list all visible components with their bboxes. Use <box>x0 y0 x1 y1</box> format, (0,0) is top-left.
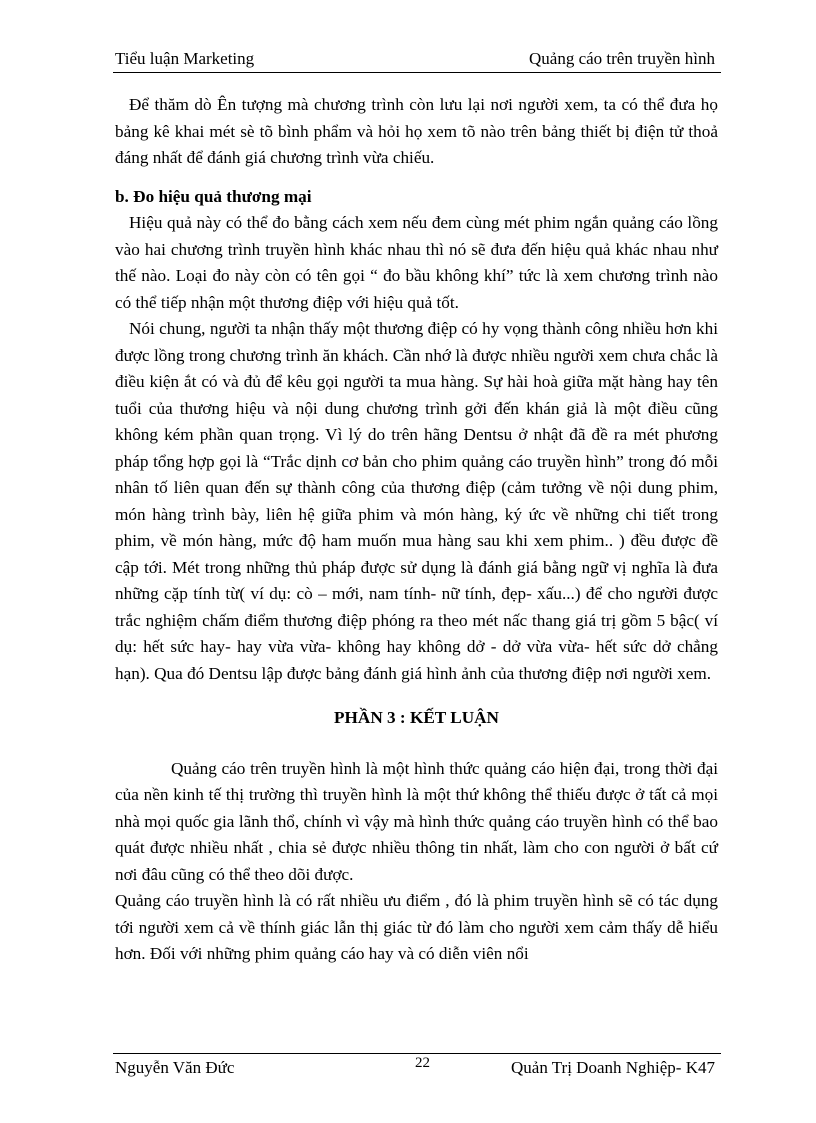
subheading-commercial-effect: b. Đo hiệu quả thương mại <box>115 186 312 206</box>
paragraph-commercial-effect: Hiệu quả này có thể đo bằng cách xem nếu đem cùng mét phim ngắn quảng cáo lồng vào hai chương trình truyền hình khác nhau thì nó sẽ đưa đến hiệu quả khác nhau như thế nào. Loại đo này còn có tên gọi “ đo bầu không khí” tức là xem chương trình nào có thể tiếp nhận một thương điệp với hiệu quả tốt. <box>115 213 718 312</box>
document-page <box>113 0 723 1123</box>
page-footer <box>113 1053 721 1080</box>
page-number: 22 <box>415 1055 430 1071</box>
footer-author: Nguyễn Văn Đức <box>115 1058 235 1077</box>
section-title-conclusion: PHẦN 3 : KẾT LUẬN <box>334 708 499 727</box>
header-right-title: Quảng cáo trên truyền hình <box>529 49 715 68</box>
page-header <box>113 48 721 73</box>
footer-class: Quản Trị Doanh Nghiệp- K47 <box>511 1058 715 1077</box>
paragraph-conclusion-intro: Quảng cáo trên truyền hình là một hình thức quảng cáo hiện đại, trong thời đại của nền kinh tế thị trường thì truyền hình là một thứ không thể thiếu được ở tất cả mọi nhà mọi quốc gia lãnh thổ, chính vì vậy mà hình thức quảng cáo truyền hình có thể bao quát được nhiều nhất , chia sẻ được nhiều thông tin nhất, làm cho con người ở bất cứ nơi đâu cũng có thể theo dõi được. <box>115 758 718 884</box>
paragraph-dentsu-method: Nói chung, người ta nhận thấy một thương điệp có hy vọng thành công nhiều hơn khi được lồng trong chương trình ăn khách. Cần nhớ là được nhiều người xem chưa chắc là điều kiện ắt có và đủ để kêu gọi người ta mua hàng. Sự hài hoà giữa mặt hàng hay tên tuổi của thương hiệu và nội dung chương trình gởi đến khán giả là một điều cũng không kém phần quan trọng. Vì lý do trên hãng Dentsu ở nhật đã đề ra mét phương pháp tổng hợp gọi là “Trắc dịnh cơ bản cho phim quảng cáo truyền hình” trong đó mỗi nhân tố liên quan đến sự thành công của thương điệp (cảm tưởng về nội dung phim, món hàng trình bày, liên hệ giữa phim và món hàng, ký ức về những chi tiết trong phim, về món hàng, mức độ ham muốn mua hàng sau khi xem phim.. ) đều được đề cập tới. Mét trong những thủ pháp được sử dụng là đánh giá bằng ngữ vị nghĩa là đưa những cặp tính từ( ví dụ: cò – mới, nam tính- nữ tính, đẹp- xấu...) để cho người được trắc nghiệm chấm điểm thương điệp phóng ra theo mét nấc thang giá trị gồm 5 bậc( ví dụ: hết sức hay- hay vừa vừa- không hay không dở - dở vừa vừa- hết sức dở chẳng hạn). Qua đó Dentsu lập được bảng đánh giá hình ảnh của thương điệp nơi người xem. <box>115 319 718 683</box>
paragraph-evaluation-impression: Để thăm dò Ên tượng mà chương trình còn lưu lại nơi người xem, ta có thể đưa họ bảng kê khai mét sè tõ bình phẩm và hỏi họ xem tõ nào trên bảng thiết bị điện tử thoả đáng nhất để đánh giá chương trình vừa chiếu. <box>115 95 718 167</box>
paragraph-conclusion-advantages: Quảng cáo truyền hình là có rất nhiều ưu điểm , đó là phim truyền hình sẽ có tác dụng tới người xem cả về thính giác lẫn thị giác từ đó làm cho người xem cảm thấy dễ hiểu hơn. Đối với những phim quảng cáo hay và có diễn viên nổi <box>115 891 718 963</box>
header-left-title: Tiểu luận Marketing <box>115 49 255 68</box>
page-body <box>115 92 718 968</box>
